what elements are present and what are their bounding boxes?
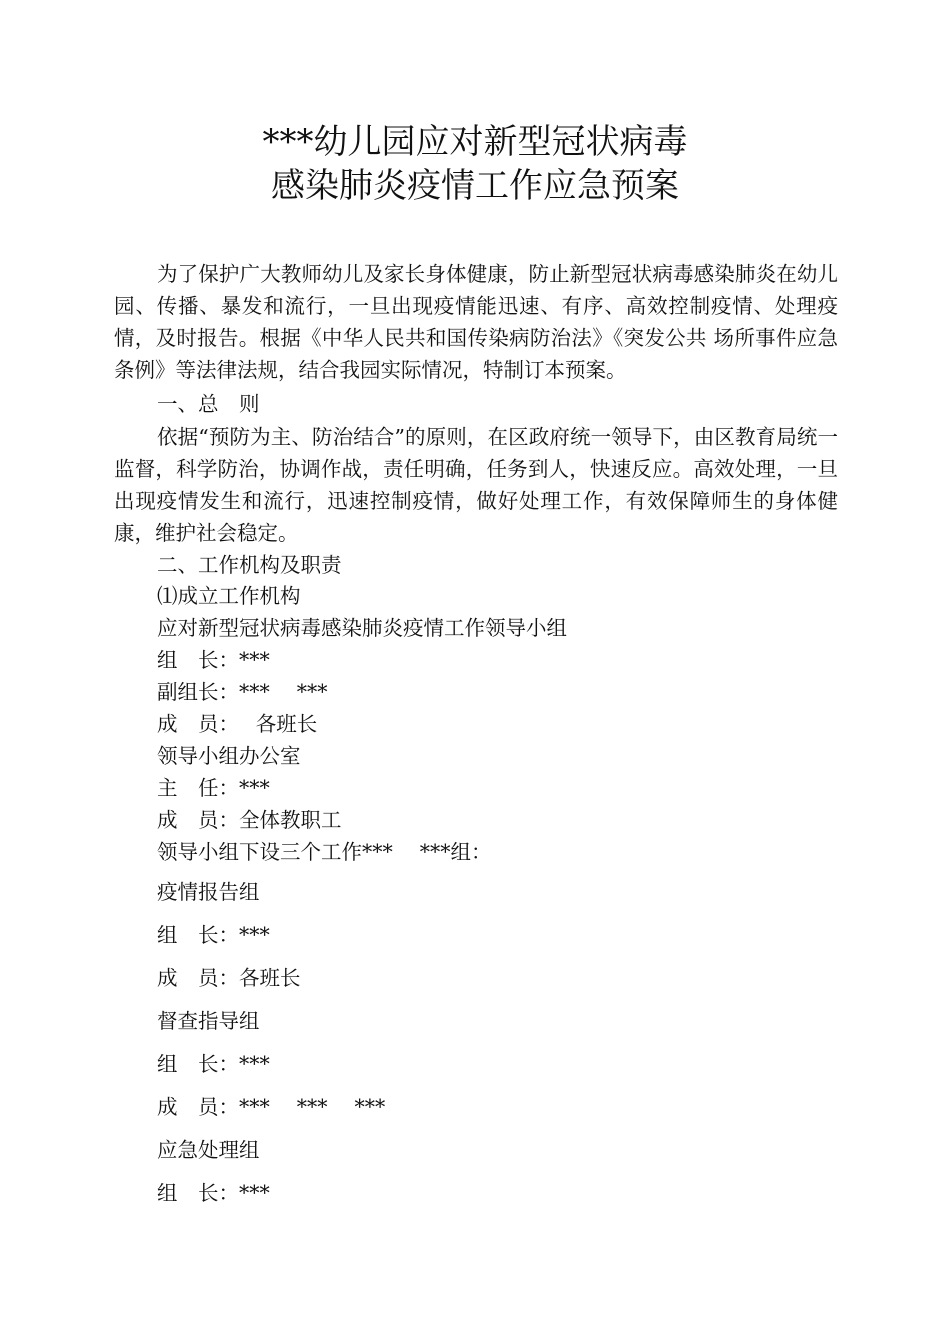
- inspect-group-leader: 组 长：***: [157, 1052, 270, 1076]
- intro-paragraph: 为了保护广大教师幼儿及家长身体健康，防止新型冠状病毒感染肺炎在幼儿园、传播、暴发和流行，一旦出现疫情能迅速、有序、高效控制疫情、处理疫情，及时报告。根据《中华人民共和国传染病防治法》《突发公共 场所事件应急条例》等法律法规，结合我园实际情况，特制订本预案。: [114, 262, 838, 382]
- emergency-group-title: 应急处理组: [157, 1138, 260, 1162]
- office-members-line: 成 员：全体教职工: [157, 808, 342, 832]
- section-1-heading: 一、总 则: [157, 392, 260, 416]
- emergency-group-leader: 组 长：***: [157, 1181, 270, 1205]
- report-group-leader: 组 长：***: [157, 923, 270, 947]
- document-title-line-2: 感染肺炎疫情工作应急预案: [271, 166, 679, 206]
- office-title: 领导小组办公室: [157, 744, 301, 768]
- subsection-establish-heading: ⑴成立工作机构: [157, 584, 301, 608]
- vice-leader-line: 副组长：*** ***: [157, 680, 328, 704]
- inspect-group-members: 成 员：*** *** ***: [157, 1095, 386, 1119]
- leading-group-title: 应对新型冠状病毒感染肺炎疫情工作领导小组: [157, 616, 567, 640]
- document-title-line-1: ***幼儿园应对新型冠状病毒: [262, 122, 688, 162]
- report-group-title: 疫情报告组: [157, 880, 260, 904]
- section-1-paragraph: 依据“预防为主、防治结合”的原则，在区政府统一领导下，由区教育局统一监督，科学防治，协调作战，责任明确，任务到人，快速反应。高效处理，一旦 出现疫情发生和流行，迅速控制疫情，做好处理工作，有效保障师生的身体健康，维护社会稳定。: [114, 425, 838, 545]
- inspect-group-title: 督查指导组: [157, 1009, 260, 1033]
- subgroups-intro: 领导小组下设三个工作*** ***组：: [157, 840, 492, 864]
- group-leader-line: 组 长：***: [157, 648, 270, 672]
- group-members-line: 成 员： 各班长: [157, 712, 318, 736]
- report-group-members: 成 员：各班长: [157, 966, 301, 990]
- section-2-heading: 二、工作机构及职责: [157, 553, 342, 577]
- office-director-line: 主 任：***: [157, 776, 270, 800]
